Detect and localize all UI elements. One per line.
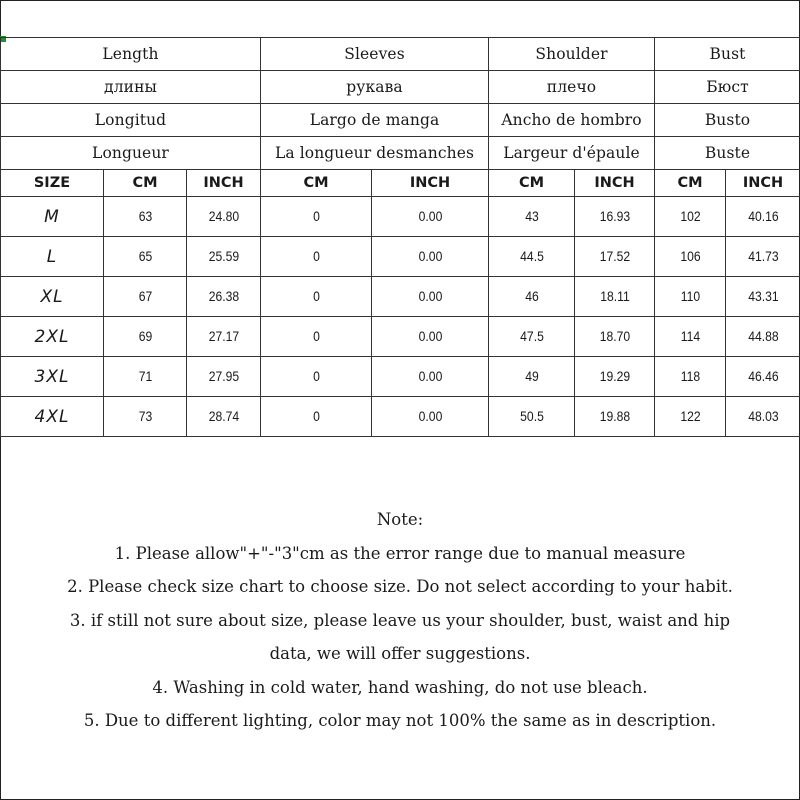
size-label-cell: 3XL	[1, 357, 104, 397]
header-bust-fr: Buste	[655, 137, 800, 170]
note-line: 5. Due to different lighting, color may not 100% the same as in description.	[83, 711, 717, 730]
note-line: 3. if still not sure about size, please leave us your shoulder, bust, waist and hip	[69, 610, 731, 630]
unit-bust-inch: INCH	[726, 170, 800, 197]
header-length-ru: длины	[1, 71, 261, 104]
measurement-cell: 49	[493, 357, 570, 397]
table-row	[1, 357, 800, 397]
table-row	[1, 397, 800, 437]
table-row	[1, 277, 800, 317]
note-line: 2. Please check size chart to choose size. Do not select according to your habit.	[67, 577, 733, 596]
notes-block	[0, 503, 800, 738]
table-row	[1, 237, 800, 277]
measurement-cell: 16.93	[579, 197, 651, 237]
notes-title: Note:	[376, 510, 424, 529]
measurement-cell: 44.88	[729, 317, 797, 357]
size-label-cell: 4XL	[1, 397, 104, 437]
measurement-cell: 71	[108, 357, 183, 397]
measurement-cell: 27.17	[190, 317, 257, 357]
measurement-cell: 110	[658, 277, 722, 317]
measurement-cell: 0.00	[377, 357, 482, 397]
measurement-cell: 0	[266, 197, 366, 237]
measurement-cell: 46	[493, 277, 570, 317]
header-shoulder-ru: плечо	[489, 71, 655, 104]
measurement-cell: 0	[266, 397, 366, 437]
measurement-cell: 63	[108, 197, 183, 237]
unit-bust-cm: CM	[655, 170, 726, 197]
header-bust-ru: Бюст	[655, 71, 800, 104]
measurement-cell: 73	[108, 397, 183, 437]
unit-shoulder-cm: CM	[489, 170, 575, 197]
measurement-cell: 19.88	[579, 397, 651, 437]
measurement-cell: 0.00	[377, 237, 482, 277]
measurement-cell: 50.5	[493, 397, 570, 437]
measurement-cell: 0	[266, 237, 366, 277]
measurement-cell: 65	[108, 237, 183, 277]
header-row-spanish	[1, 104, 800, 137]
measurement-cell: 0.00	[377, 397, 482, 437]
measurement-cell: 0.00	[377, 317, 482, 357]
measurement-cell: 28.74	[190, 397, 257, 437]
note-line: data, we will offer suggestions.	[269, 644, 531, 663]
measurement-cell: 0	[266, 317, 366, 357]
measurement-cell: 43	[493, 197, 570, 237]
measurement-cell: 17.52	[579, 237, 651, 277]
header-bust-es: Busto	[655, 104, 800, 137]
measurement-cell: 47.5	[493, 317, 570, 357]
header-shoulder: Shoulder	[489, 38, 655, 71]
measurement-cell: 122	[658, 397, 722, 437]
table-row	[1, 317, 800, 357]
header-row-french	[1, 137, 800, 170]
header-sleeves-ru: рукава	[261, 71, 489, 104]
unit-sleeves-inch: INCH	[372, 170, 489, 197]
header-row-russian	[1, 71, 800, 104]
unit-shoulder-inch: INCH	[575, 170, 655, 197]
header-shoulder-fr: Largeur d'épaule	[489, 137, 655, 170]
measurement-cell: 67	[108, 277, 183, 317]
unit-sleeves-cm: CM	[261, 170, 372, 197]
measurement-cell: 46.46	[729, 357, 797, 397]
measurement-cell: 0.00	[377, 277, 482, 317]
measurement-cell: 69	[108, 317, 183, 357]
header-row-english	[1, 38, 800, 71]
note-line: 4. Washing in cold water, hand washing, do not use bleach.	[152, 677, 648, 697]
measurement-cell: 40.16	[729, 197, 797, 237]
size-label-cell: M	[1, 197, 104, 237]
size-rows	[1, 197, 800, 437]
measurement-cell: 24.80	[190, 197, 257, 237]
measurement-cell: 0.00	[377, 197, 482, 237]
header-length-es: Longitud	[1, 104, 261, 137]
measurement-cell: 0	[266, 357, 366, 397]
measurement-cell: 25.59	[190, 237, 257, 277]
header-sleeves: Sleeves	[261, 38, 489, 71]
unit-size: SIZE	[1, 170, 104, 197]
header-sleeves-es: Largo de manga	[261, 104, 489, 137]
measurement-cell: 43.31	[729, 277, 797, 317]
measurement-cell: 41.73	[729, 237, 797, 277]
size-label-cell: L	[1, 237, 104, 277]
header-shoulder-es: Ancho de hombro	[489, 104, 655, 137]
unit-length-inch: INCH	[187, 170, 261, 197]
measurement-cell: 19.29	[579, 357, 651, 397]
unit-length-cm: CM	[104, 170, 187, 197]
size-label-cell: 2XL	[1, 317, 104, 357]
measurement-cell: 44.5	[493, 237, 570, 277]
measurement-cell: 48.03	[729, 397, 797, 437]
measurement-cell: 118	[658, 357, 722, 397]
measurement-cell: 114	[658, 317, 722, 357]
size-table	[0, 37, 800, 437]
header-bust: Bust	[655, 38, 800, 71]
header-length: Length	[1, 38, 261, 71]
measurement-cell: 26.38	[190, 277, 257, 317]
measurement-cell: 0	[266, 277, 366, 317]
unit-header-row	[1, 170, 800, 197]
top-border-line	[0, 0, 800, 1]
header-length-fr: Longueur	[1, 137, 261, 170]
note-line: 1. Please allow"+"-"3"cm as the error range due to manual measure	[114, 543, 686, 563]
size-label-cell: XL	[1, 277, 104, 317]
measurement-cell: 102	[658, 197, 722, 237]
measurement-cell: 27.95	[190, 357, 257, 397]
measurement-cell: 18.11	[579, 277, 651, 317]
header-sleeves-fr: La longueur desmanches	[261, 137, 489, 170]
measurement-cell: 18.70	[579, 317, 651, 357]
measurement-cell: 106	[658, 237, 722, 277]
table-row	[1, 197, 800, 237]
